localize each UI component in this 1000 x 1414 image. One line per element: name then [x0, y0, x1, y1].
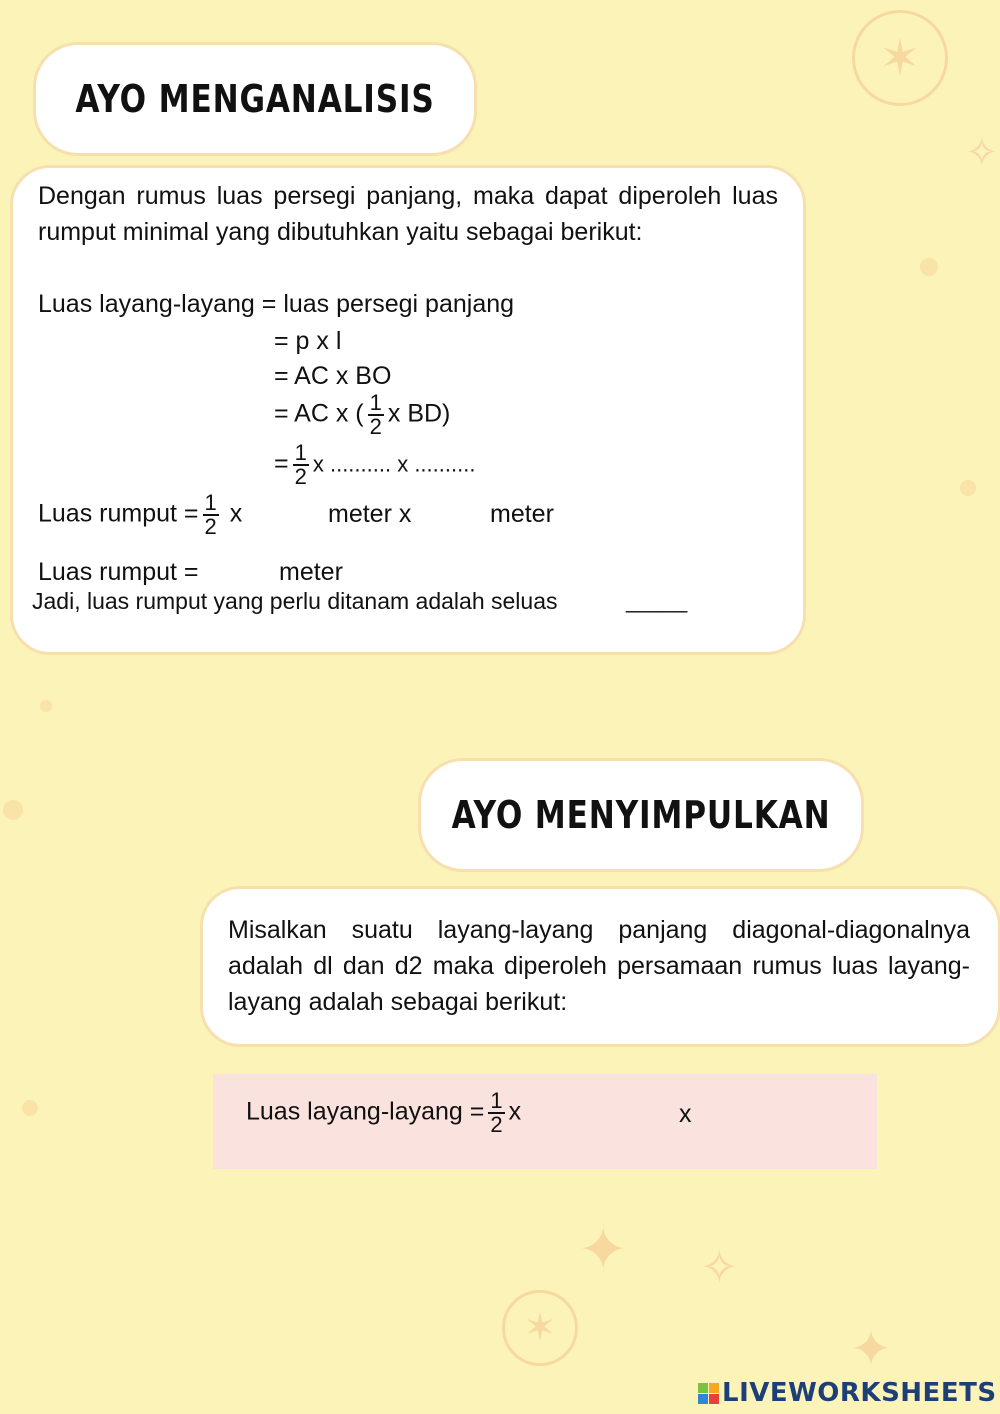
- fraction-numerator: 1: [294, 440, 307, 465]
- formula-text: =: [274, 449, 289, 478]
- unit-label: meter x: [328, 500, 412, 528]
- fraction-numerator: 1: [369, 390, 382, 415]
- fraction-numerator: 1: [204, 490, 217, 515]
- fraction-half: [293, 442, 309, 488]
- decor-dot: [3, 800, 23, 820]
- diagonal2-input[interactable]: [700, 1100, 814, 1134]
- section-title-pill: [418, 758, 864, 872]
- logo-text: LIVEWORKSHEETS: [722, 1378, 997, 1408]
- rumput-line: [38, 492, 242, 538]
- section-title: AYO MENGANALISIS: [75, 77, 435, 121]
- decor-dot: [22, 1100, 38, 1116]
- formula-line: [274, 392, 450, 438]
- sun-icon: ✶: [852, 10, 948, 106]
- star-icon: ✦: [578, 1216, 629, 1283]
- formula-line: [246, 1090, 521, 1136]
- conclusion-intro: Misalkan suatu layang-layang panjang diagonal-diagonalnya adalah dl dan d2 maka diperoleh persamaan rumus luas layang-layang adalah sebagai berikut:: [228, 916, 970, 1016]
- star-icon: ✦: [850, 1321, 892, 1377]
- formula-label: Luas layang-layang =: [246, 1097, 485, 1126]
- rumput-label: Luas rumput =: [38, 499, 199, 528]
- formula-text: x .......... x ..........: [312, 451, 476, 477]
- formula-line: = AC x BO: [274, 362, 392, 390]
- conclusion-text: Jadi, luas rumput yang perlu ditanam adalah seluas: [32, 588, 558, 614]
- analysis-intro: Dengan rumus luas persegi panjang, maka dapat diperoleh luas rumput minimal yang dibutuhkan yaitu sebagai berikut:: [38, 182, 778, 246]
- formula-line: [274, 442, 475, 488]
- times-sign: x: [679, 1100, 692, 1128]
- logo-mark-icon: [698, 1383, 719, 1404]
- conclusion-blank[interactable]: _____: [626, 588, 688, 613]
- fraction-half: [368, 392, 384, 438]
- rumput-area-input[interactable]: [218, 558, 280, 590]
- decor-dot: [40, 700, 52, 712]
- fraction-denominator: 2: [294, 464, 307, 489]
- decor-dot: [920, 258, 938, 276]
- unit-label: meter: [490, 500, 554, 528]
- formula-text: = AC x (: [274, 399, 364, 428]
- rumput-width-input[interactable]: [432, 500, 491, 532]
- fraction-denominator: 2: [204, 514, 217, 539]
- unit-label: meter: [279, 558, 343, 586]
- rumput-result-label: Luas rumput =: [38, 558, 199, 586]
- fraction-half: [488, 1090, 504, 1136]
- section-title: AYO MENYIMPULKAN: [451, 793, 831, 837]
- times-sign: x: [229, 499, 243, 528]
- star-icon: ✧: [965, 131, 999, 175]
- formula-text: x BD): [387, 399, 451, 428]
- decor-dot: [960, 480, 976, 496]
- diagonal1-input[interactable]: [572, 1100, 676, 1134]
- formula-line: = p x l: [274, 327, 342, 355]
- section-title-pill: [33, 42, 477, 156]
- fraction-denominator: 2: [490, 1112, 503, 1137]
- fraction-numerator: 1: [490, 1088, 503, 1113]
- fraction-half: [203, 492, 219, 538]
- rumput-length-input[interactable]: [278, 500, 330, 532]
- star-icon: ✧: [700, 1241, 739, 1293]
- fraction-denominator: 2: [369, 414, 382, 439]
- formula-line: Luas layang-layang = luas persegi panjang: [38, 290, 515, 318]
- liveworksheets-logo: [698, 1378, 997, 1408]
- times-sign: x: [508, 1097, 522, 1126]
- sun-icon: ✶: [502, 1290, 578, 1366]
